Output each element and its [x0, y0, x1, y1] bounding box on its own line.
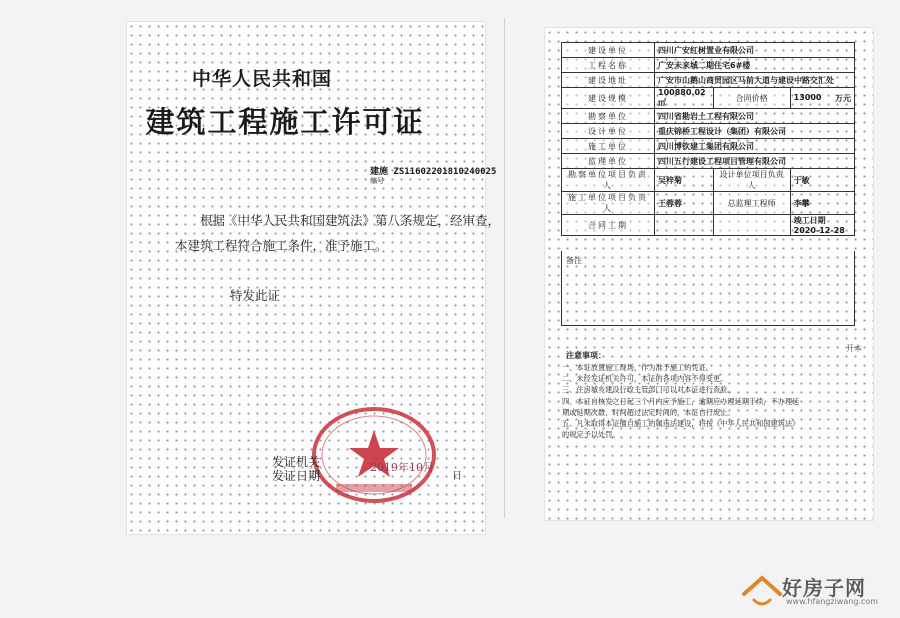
watermark-text: 好房子网	[782, 576, 866, 600]
info-value: 吴梓菊	[655, 169, 714, 192]
info-key: 勘察单位项目负责人	[562, 169, 655, 192]
info-extra-key: 合同价格	[713, 88, 790, 109]
grant-text: 特发此证	[230, 288, 281, 303]
info-value	[655, 215, 714, 236]
issuer-label: 发证机关	[272, 455, 321, 469]
info-key: 建设规模	[562, 88, 655, 109]
info-extra-value: 李攀	[790, 192, 854, 215]
info-extra-value	[790, 88, 854, 109]
info-extra-unit: 万元	[835, 93, 851, 103]
note-item: 的规定予以处罚。	[562, 430, 620, 440]
country-heading: 中华人民共和国	[191, 68, 332, 90]
info-row	[562, 43, 855, 58]
remarks-box	[561, 251, 855, 326]
note-item: 三、住房城乡建设行政主管部门可以对本证进行查验。	[562, 385, 735, 395]
info-key: 设计单位	[562, 124, 655, 139]
info-value: 四川广安红树置业有限公司	[655, 43, 855, 58]
info-value: 广安市山鹅山商贸园区马前大道与建设中路交汇处	[655, 73, 855, 88]
notes-corner: 开本	[846, 344, 862, 353]
note-item: 期或延期次数、时间超过法定时间的，本证自行废止。	[562, 407, 735, 417]
info-value: 王蓉蓉	[655, 192, 714, 215]
project-info-table	[561, 42, 855, 236]
official-seal	[308, 404, 440, 506]
info-extra-value: 于敏	[790, 169, 854, 192]
permit-body-line1: 根据《中华人民共和国建筑法》第八条规定，经审查，	[200, 213, 501, 228]
info-extra-value-text: 13000	[793, 92, 822, 102]
permit-number: 建施 ZS11602201810240025	[370, 167, 497, 177]
remarks-label: 备注	[566, 256, 582, 265]
info-key: 合同工期	[562, 215, 655, 236]
watermark-url: www.hfangziwang.com	[786, 597, 879, 606]
info-row	[562, 88, 855, 109]
note-item: 一、本证放置施工现场，作为准予施工的凭证。	[562, 363, 713, 372]
info-key: 监理单位	[562, 154, 655, 169]
info-value: 四川省勘岩土工程有限公司	[655, 109, 855, 124]
permit-title: 建筑工程施工许可证	[145, 105, 425, 139]
issue-date-day: 日	[452, 471, 462, 482]
info-row	[562, 169, 855, 192]
info-key: 勘察单位	[562, 109, 655, 124]
note-item: 四、本证自核发之日起三个月内应予施工，逾期应办理延期手续，不办理延	[562, 396, 800, 406]
note-item: 五、凡未取得本证擅自施工的属违法建设，将按《中华人民共和国建筑法》	[562, 419, 800, 429]
info-value: 四川五行建设工程项目管理有限公司	[655, 154, 855, 169]
info-key: 建设地址	[562, 73, 655, 88]
info-value: 广安未来城二期住宅6#楼	[655, 58, 855, 73]
info-row	[562, 124, 855, 139]
issue-date-label: 发证日期	[272, 469, 321, 483]
info-row	[562, 73, 855, 88]
info-key: 工程名称	[562, 58, 655, 73]
info-value: 四川博钦建工集团有限公司	[655, 139, 855, 154]
info-extra-key: 总监理工程师	[713, 192, 790, 215]
info-row	[562, 154, 855, 169]
info-key: 建设单位	[562, 43, 655, 58]
note-item: 二、未经发证机关许可，本证的各项内容不得变更。	[562, 374, 728, 384]
permit-number-sub: 编号	[370, 177, 384, 185]
info-key: 施工单位项目负责人	[562, 192, 655, 215]
info-value: 重庆锦桥工程设计（集团）有限公司	[655, 124, 855, 139]
info-row	[562, 139, 855, 154]
permit-body-line2: 本建筑工程符合施工条件，准予施工。	[175, 238, 388, 253]
info-row	[562, 58, 855, 73]
issue-date-value: 2019年10月	[370, 461, 434, 474]
info-value: 100880.02㎡	[655, 88, 714, 109]
info-extra-key	[713, 215, 790, 236]
info-extra-value: 竣工日期 2020-12-28	[790, 215, 854, 236]
info-row	[562, 215, 855, 236]
notes-list	[562, 362, 860, 440]
page-fold	[504, 18, 505, 518]
info-key: 施工单位	[562, 139, 655, 154]
info-row	[562, 192, 855, 215]
info-extra-key: 设计单位项目负责人	[713, 169, 790, 192]
info-row	[562, 109, 855, 124]
notes-title: 注意事项：	[566, 350, 606, 360]
